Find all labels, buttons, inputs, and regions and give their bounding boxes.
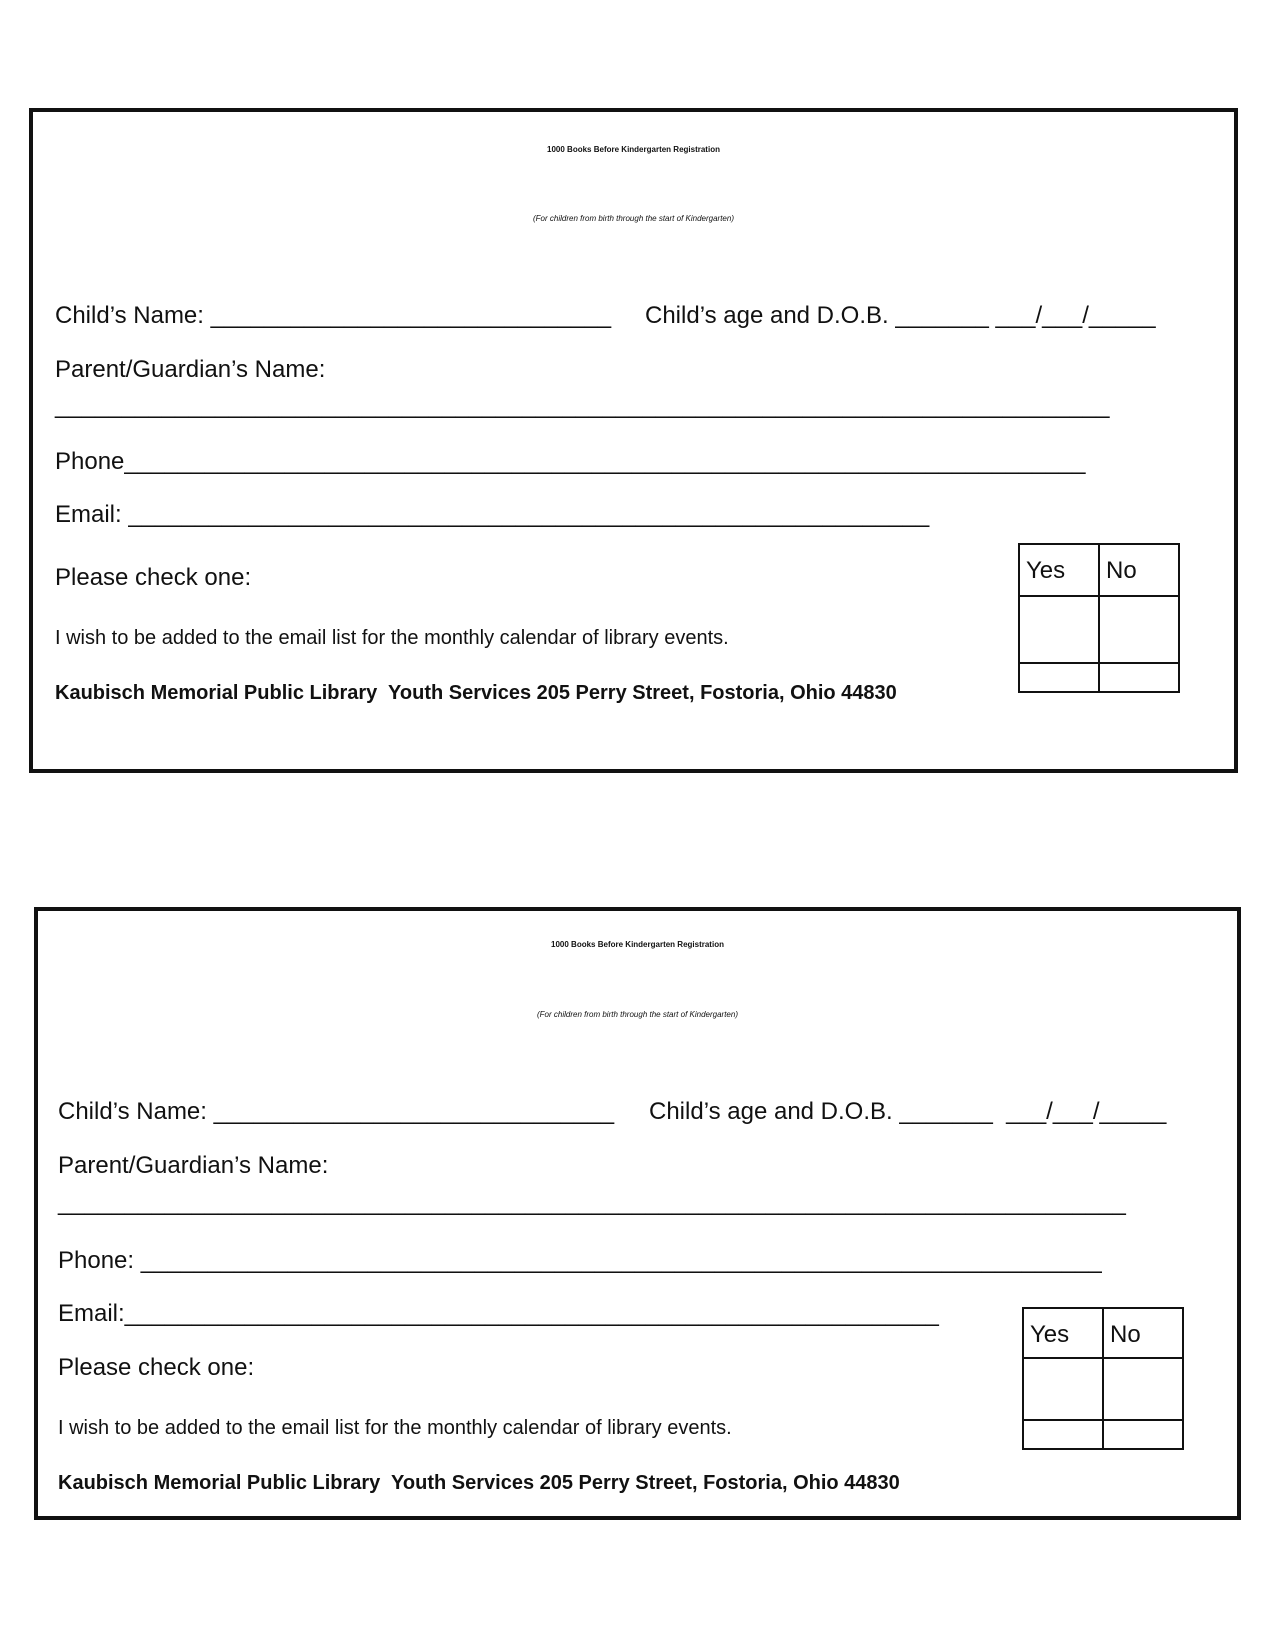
yes-no-checkbox-table: [1018, 543, 1180, 693]
email-list-notice: I wish to be added to the email list for the monthly calendar of library events.: [55, 627, 729, 649]
table-cell: [1103, 1420, 1183, 1449]
table-cell: [1019, 663, 1099, 692]
child-name-field[interactable]: Child’s Name: ______________________________: [55, 302, 612, 329]
check-prompt: Please check one:: [55, 564, 252, 591]
registration-form-2: [34, 907, 1241, 1520]
yes-column-header: Yes: [1023, 1308, 1103, 1358]
email-field[interactable]: Email:_____________________________________________________________: [58, 1300, 939, 1327]
library-address: Kaubisch Memorial Public Library Youth Services 205 Perry Street, Fostoria, Ohio 44830: [55, 682, 897, 704]
yes-no-checkbox-table: [1022, 1307, 1184, 1450]
phone-field[interactable]: Phone: ________________________________________________________________________: [58, 1247, 1102, 1274]
guardian-name-line[interactable]: ________________________________________________________________________________: [58, 1189, 1126, 1216]
table-cell: [1023, 1420, 1103, 1449]
registration-form-1: [29, 108, 1238, 773]
library-address: Kaubisch Memorial Public Library Youth Services 205 Perry Street, Fostoria, Ohio 44830: [58, 1472, 900, 1494]
email-field[interactable]: Email: ____________________________________________________________: [55, 501, 930, 528]
child-dob-field[interactable]: Child’s age and D.O.B. _______ ___/___/_____: [649, 1098, 1167, 1125]
yes-checkbox[interactable]: [1019, 596, 1099, 663]
guardian-name-label: Parent/Guardian’s Name:: [55, 356, 326, 383]
no-column-header: No: [1103, 1308, 1183, 1358]
child-name-field[interactable]: Child’s Name: ______________________________: [58, 1098, 615, 1125]
yes-column-header: Yes: [1019, 544, 1099, 596]
table-cell: [1099, 663, 1179, 692]
no-column-header: No: [1099, 544, 1179, 596]
child-dob-field[interactable]: Child’s age and D.O.B. _______ ___/___/_____: [645, 302, 1156, 329]
form-title: 1000 Books Before Kindergarten Registration: [547, 145, 720, 154]
guardian-name-line[interactable]: _______________________________________________________________________________: [55, 392, 1110, 419]
no-checkbox[interactable]: [1099, 596, 1179, 663]
form-subtitle: (For children from birth through the start of Kindergarten): [537, 1010, 738, 1019]
guardian-name-label: Parent/Guardian’s Name:: [58, 1152, 329, 1179]
phone-field[interactable]: Phone________________________________________________________________________: [55, 448, 1086, 475]
form-subtitle: (For children from birth through the start of Kindergarten): [533, 214, 734, 223]
check-prompt: Please check one:: [58, 1354, 255, 1381]
email-list-notice: I wish to be added to the email list for the monthly calendar of library events.: [58, 1417, 732, 1439]
no-checkbox[interactable]: [1103, 1358, 1183, 1420]
yes-checkbox[interactable]: [1023, 1358, 1103, 1420]
form-title: 1000 Books Before Kindergarten Registration: [551, 940, 724, 949]
